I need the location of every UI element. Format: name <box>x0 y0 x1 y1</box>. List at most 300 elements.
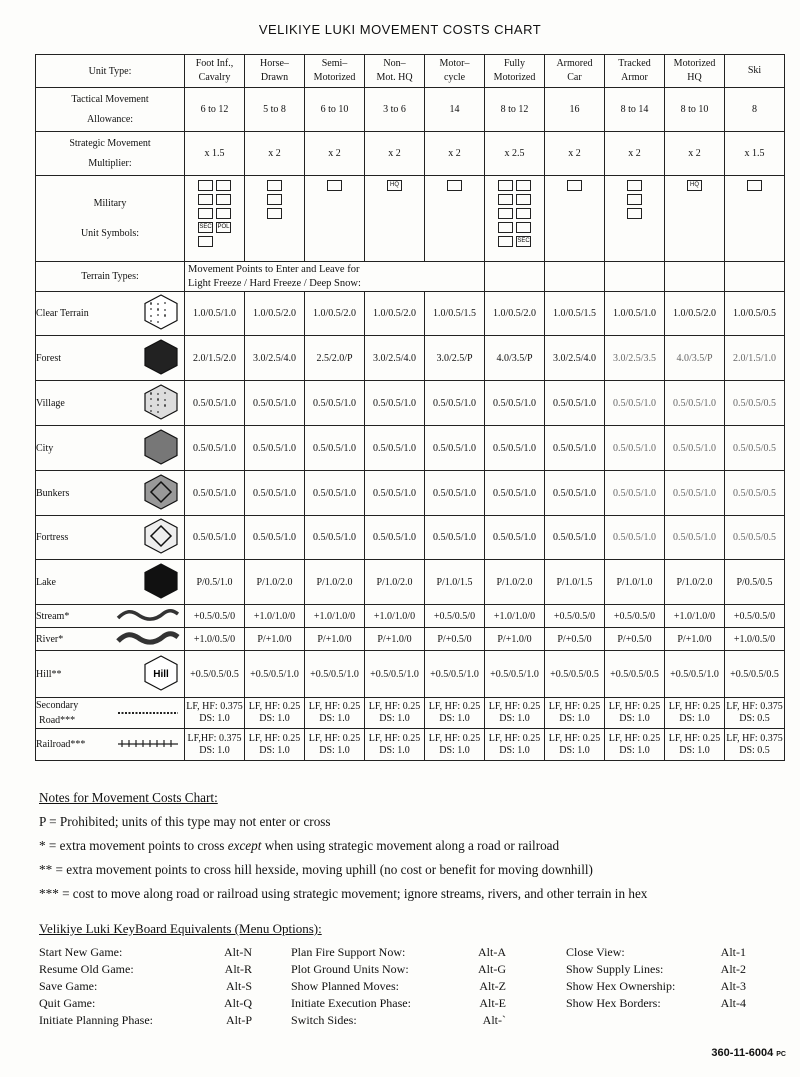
movement-cost-cell: 1.0/0.5/1.5 <box>425 292 485 336</box>
terrain-header-text-line: Movement Points to Enter and Leave for <box>188 263 360 275</box>
road-cost-line: DS: 1.0 <box>619 744 650 756</box>
unit-symbols-grid <box>485 176 544 252</box>
unit-symbol-icon: HQ <box>387 180 402 191</box>
svg-text:Hill: Hill <box>153 668 169 680</box>
key-action: Show Planned Moves: <box>291 979 399 993</box>
terrain-label <box>36 471 185 516</box>
movement-cost-cell: 3.0/2.5/P <box>425 336 485 381</box>
military-label-text <box>36 189 184 249</box>
road-cost-cell <box>485 729 545 761</box>
key-shortcut: Alt-4 <box>720 996 746 1010</box>
unit-symbol-icon: SEC <box>198 222 213 233</box>
movement-cost-cell: +0.5/0.5/1.0 <box>245 651 305 698</box>
key-action: Switch Sides: <box>291 1013 357 1027</box>
terrain-label-wrap <box>36 474 184 513</box>
unit-symbol-icon <box>567 180 582 191</box>
movement-cost-cell: 0.5/0.5/0.5 <box>725 381 785 426</box>
tactical-value: 8 to 10 <box>665 88 725 132</box>
road-cost-line: LF, HF: 0.375 <box>726 701 783 712</box>
key-row <box>39 944 252 961</box>
key-action: Start New Game: <box>39 945 123 959</box>
movement-cost-cell: 0.5/0.5/1.0 <box>605 471 665 516</box>
unit-symbol-icon <box>216 180 231 191</box>
unit-symbol-icon <box>198 236 213 247</box>
road-cost-line: DS: 1.0 <box>679 744 710 756</box>
unit-name <box>185 57 244 85</box>
tactical-label-text-line: Tactical Movement <box>71 93 149 105</box>
road-cost-line: LF, HF: 0.25 <box>368 732 421 744</box>
road-cost-cell <box>185 698 245 729</box>
road-cost-line: LF, HF: 0.25 <box>488 732 541 744</box>
movement-cost-cell: P/1.0/1.0 <box>605 560 665 605</box>
terrain-row <box>36 336 785 381</box>
key-action: Show Hex Borders: <box>566 996 661 1010</box>
empty-cell <box>665 262 725 292</box>
strategic-label-text-line: Strategic Movement <box>69 137 151 149</box>
unit-symbol-icon <box>516 222 531 233</box>
key-row <box>566 961 746 978</box>
note-single-star <box>39 834 789 858</box>
movement-cost-cell: 0.5/0.5/1.0 <box>425 471 485 516</box>
note-triple-star: *** = cost to move along road or railroad using strategic movement; ignore streams, rivers, and other terrain in hex <box>39 886 648 901</box>
road-name-line: Railroad*** <box>36 739 86 750</box>
road-cost-line: LF, HF: 0.25 <box>248 701 301 712</box>
road-cost-line: DS: 1.0 <box>259 713 290 724</box>
empty-cell <box>605 262 665 292</box>
road-label <box>36 729 185 761</box>
terrain-row <box>36 471 785 516</box>
unit-symbol-icon <box>498 208 513 219</box>
unit-type-header <box>365 55 425 88</box>
road-cost-line: DS: 1.0 <box>319 713 350 724</box>
terrain-row <box>36 651 785 698</box>
road-row <box>36 698 785 729</box>
unit-symbols-grid <box>185 176 244 252</box>
unit-symbol-icon <box>627 194 642 205</box>
strategic-value: x 2 <box>605 132 665 176</box>
movement-cost-cell: +1.0/0.5/0 <box>185 628 245 651</box>
unit-type-header <box>305 55 365 88</box>
movement-cost-cell: 4.0/3.5/P <box>665 336 725 381</box>
notes-heading: Notes for Movement Costs Chart: <box>39 790 218 805</box>
movement-cost-cell: 0.5/0.5/1.0 <box>485 426 545 471</box>
key-row <box>291 944 506 961</box>
unit-name <box>665 57 724 85</box>
unit-name-line: Ski <box>747 65 762 76</box>
road-cost-cell <box>365 729 425 761</box>
unit-symbols-grid <box>725 176 784 252</box>
forest-hex-icon <box>142 339 180 378</box>
movement-cost-cell: 0.5/0.5/0.5 <box>725 426 785 471</box>
movement-cost-cell: 0.5/0.5/1.0 <box>605 381 665 426</box>
key-action: Plot Ground Units Now: <box>291 962 409 976</box>
key-shortcut: Alt-3 <box>720 979 746 993</box>
unit-symbol-icon <box>216 194 231 205</box>
tactical-value: 8 to 12 <box>485 88 545 132</box>
unit-type-header <box>665 55 725 88</box>
movement-cost-cell: 1.0/0.5/2.0 <box>665 292 725 336</box>
road-label <box>36 698 185 729</box>
terrain-row <box>36 292 785 336</box>
tactical-value: 3 to 6 <box>365 88 425 132</box>
unit-symbol-icon <box>216 208 231 219</box>
unit-name <box>365 57 424 85</box>
tactical-label-text <box>36 90 184 130</box>
movement-cost-cell: P/+1.0/0 <box>245 628 305 651</box>
unit-symbol-icon <box>198 180 213 191</box>
strategic-value: x 1.5 <box>185 132 245 176</box>
terrain-header-row <box>36 262 785 292</box>
unit-name-line: Motorized <box>313 72 356 83</box>
unit-symbols-cell <box>665 176 725 262</box>
tactical-row <box>36 88 785 132</box>
road-cost-line: DS: 0.5 <box>739 744 770 756</box>
unit-name <box>245 57 304 85</box>
movement-cost-cell: 0.5/0.5/1.0 <box>425 381 485 426</box>
unit-name-line: cycle <box>443 72 466 83</box>
movement-cost-cell: +0.5/0.5/0.5 <box>605 651 665 698</box>
document-code-suffix: PC <box>776 1051 786 1058</box>
unit-symbol-icon <box>198 194 213 205</box>
key-action: Quit Game: <box>39 996 96 1010</box>
movement-cost-cell: 0.5/0.5/1.0 <box>245 426 305 471</box>
strategic-label-text <box>36 134 184 174</box>
movement-cost-cell: +0.5/0.5/1.0 <box>485 651 545 698</box>
terrain-label-wrap <box>36 384 184 423</box>
movement-cost-cell: 0.5/0.5/1.0 <box>245 381 305 426</box>
tactical-value: 6 to 12 <box>185 88 245 132</box>
movement-cost-cell: +0.5/0.5/0 <box>725 605 785 628</box>
terrain-row <box>36 605 785 628</box>
terrain-label <box>36 651 185 698</box>
unit-name-line: Motorized <box>673 58 716 69</box>
key-shortcut: Alt-S <box>225 979 252 993</box>
movement-cost-cell: +0.5/0.5/1.0 <box>665 651 725 698</box>
movement-cost-cell: 0.5/0.5/1.0 <box>305 471 365 516</box>
road-cost-cell <box>425 698 485 729</box>
road-cost-cell <box>245 698 305 729</box>
road-cost-line: DS: 1.0 <box>379 744 410 756</box>
movement-cost-cell: P/1.0/1.5 <box>425 560 485 605</box>
key-shortcut: Alt-P <box>225 1013 252 1027</box>
movement-cost-cell: 0.5/0.5/1.0 <box>665 381 725 426</box>
military-label <box>36 176 185 262</box>
movement-cost-cell: 0.5/0.5/1.0 <box>485 516 545 560</box>
unit-type-header <box>485 55 545 88</box>
unit-type-row <box>36 55 785 88</box>
key-action: Initiate Execution Phase: <box>291 996 411 1010</box>
unit-symbol-icon <box>267 194 282 205</box>
unit-symbol-icon <box>498 194 513 205</box>
note-double-star: ** = extra movement points to cross hill hexside, moving uphill (no cost or benefit for moving downhill) <box>39 862 593 877</box>
strategic-label <box>36 132 185 176</box>
movement-cost-cell: 0.5/0.5/1.0 <box>425 426 485 471</box>
road-cost-line: LF, HF: 0.25 <box>548 732 601 744</box>
military-label-text-line: Military <box>93 197 127 209</box>
key-row <box>39 995 252 1012</box>
key-shortcut: Alt-N <box>224 945 252 959</box>
movement-cost-cell: P/1.0/2.0 <box>665 560 725 605</box>
note-emphasis: except <box>227 838 262 853</box>
road-cost-line: LF, HF: 0.375 <box>726 732 783 744</box>
unit-name-line: Cavalry <box>198 72 231 83</box>
terrain-name: Lake <box>36 576 56 588</box>
unit-symbols-grid <box>305 176 364 252</box>
unit-type-header <box>425 55 485 88</box>
terrain-name: Bunkers <box>36 487 70 499</box>
road-cost-line: LF, HF: 0.25 <box>668 701 721 712</box>
road-cost-line: DS: 1.0 <box>619 713 650 724</box>
railroad-icon <box>116 735 180 754</box>
movement-cost-cell: +0.5/0.5/0.5 <box>545 651 605 698</box>
movement-cost-cell: 3.0/2.5/4.0 <box>365 336 425 381</box>
movement-cost-cell: P/+1.0/0 <box>485 628 545 651</box>
military-label-text-line: Unit Symbols: <box>80 227 140 239</box>
strategic-value: x 2 <box>665 132 725 176</box>
movement-cost-cell: 0.5/0.5/1.0 <box>365 426 425 471</box>
movement-cost-cell: 1.0/0.5/2.0 <box>305 292 365 336</box>
keys-heading: Velikiye Luki KeyBoard Equivalents (Menu Options): <box>39 921 322 936</box>
fortress-hex-icon <box>142 518 180 557</box>
strategic-row <box>36 132 785 176</box>
hill-hex-icon <box>142 655 180 694</box>
unit-symbol-icon <box>198 208 213 219</box>
road-cost-cell <box>305 729 365 761</box>
road-name <box>36 737 85 752</box>
unit-symbol-icon: HQ <box>687 180 702 191</box>
key-action: Show Hex Ownership: <box>566 979 676 993</box>
road-cost-cell <box>425 729 485 761</box>
strategic-value: x 2 <box>245 132 305 176</box>
movement-cost-cell: +1.0/1.0/0 <box>305 605 365 628</box>
key-action: Plan Fire Support Now: <box>291 945 406 959</box>
movement-cost-cell: 0.5/0.5/1.0 <box>665 516 725 560</box>
terrain-row <box>36 426 785 471</box>
unit-name-line: Mot. HQ <box>376 72 413 83</box>
movement-cost-cell: 1.0/0.5/1.0 <box>185 292 245 336</box>
tactical-value: 5 to 8 <box>245 88 305 132</box>
terrain-name: Fortress <box>36 532 69 543</box>
unit-name-line: Armored <box>556 58 593 69</box>
movement-cost-cell: 0.5/0.5/1.0 <box>545 471 605 516</box>
movement-cost-cell: 1.0/0.5/0.5 <box>725 292 785 336</box>
unit-symbol-icon <box>498 180 513 191</box>
strategic-value: x 2 <box>305 132 365 176</box>
key-row <box>39 961 252 978</box>
note-text: * = extra movement points to cross <box>39 838 228 853</box>
movement-cost-cell: +0.5/0.5/0 <box>605 605 665 628</box>
note-prohibited: P = Prohibited; units of this type may not enter or cross <box>39 814 331 829</box>
unit-symbol-icon: POL <box>216 222 231 233</box>
movement-cost-cell: 0.5/0.5/1.0 <box>425 516 485 560</box>
unit-symbol-icon <box>627 180 642 191</box>
unit-symbol-icon <box>516 194 531 205</box>
road-cost-cell <box>245 729 305 761</box>
terrain-label <box>36 426 185 471</box>
unit-symbols-grid <box>545 176 604 252</box>
unit-symbol-icon <box>747 180 762 191</box>
terrain-name: Stream* <box>36 610 70 622</box>
clear-hex-icon <box>142 294 180 333</box>
road-cost-line: LF, HF: 0.25 <box>608 701 661 712</box>
movement-cost-cell: 3.0/2.5/4.0 <box>245 336 305 381</box>
road-cost-cell <box>605 729 665 761</box>
road-cost-line: DS: 1.0 <box>199 744 230 756</box>
tactical-label-text-line: Allowance: <box>86 113 134 125</box>
movement-cost-cell: 0.5/0.5/1.0 <box>605 426 665 471</box>
movement-cost-cell: 1.0/0.5/1.5 <box>545 292 605 336</box>
road-cost-cell <box>185 729 245 761</box>
road-cost-line: LF, HF: 0.25 <box>548 701 601 712</box>
movement-cost-cell: +1.0/0.5/0 <box>725 628 785 651</box>
movement-cost-cell: 1.0/0.5/2.0 <box>365 292 425 336</box>
movement-cost-cell: 0.5/0.5/0.5 <box>725 516 785 560</box>
terrain-name: Clear Terrain <box>36 308 89 319</box>
unit-name-line: Motorized <box>493 72 536 83</box>
movement-cost-cell: +1.0/1.0/0 <box>665 605 725 628</box>
key-row <box>291 978 506 995</box>
terrain-label <box>36 605 185 628</box>
lake-hex-icon <box>142 563 180 602</box>
unit-symbols-cell <box>305 176 365 262</box>
unit-symbol-icon <box>516 208 531 219</box>
road-cost-line: LF,HF: 0.375 <box>187 732 242 744</box>
key-shortcut: Alt-` <box>482 1013 506 1027</box>
movement-cost-cell: +0.5/0.5/1.0 <box>305 651 365 698</box>
bunkers-hex-icon <box>142 474 180 513</box>
key-action: Close View: <box>566 945 625 959</box>
unit-name <box>725 64 784 78</box>
unit-name-line: Tracked <box>618 58 651 69</box>
road-cost-line: LF, HF: 0.25 <box>428 701 481 712</box>
unit-name-line: Armor <box>621 72 648 83</box>
key-action: Resume Old Game: <box>39 962 134 976</box>
road-cost-line: LF, HF: 0.25 <box>428 732 481 744</box>
movement-cost-cell: P/+0.5/0 <box>605 628 665 651</box>
document-code-number: 360-11-6004 <box>711 1047 774 1059</box>
movement-cost-cell: 0.5/0.5/1.0 <box>365 516 425 560</box>
unit-name-line: Motor– <box>439 58 470 69</box>
movement-cost-cell: 0.5/0.5/1.0 <box>185 426 245 471</box>
movement-cost-cell: 0.5/0.5/1.0 <box>305 426 365 471</box>
terrain-label-wrap <box>36 608 184 625</box>
terrain-label <box>36 292 185 336</box>
symbols-row <box>36 176 785 262</box>
movement-cost-cell: P/0.5/1.0 <box>185 560 245 605</box>
movement-cost-cell: 2.0/1.5/2.0 <box>185 336 245 381</box>
key-action: Show Supply Lines: <box>566 962 664 976</box>
key-action: Initiate Planning Phase: <box>39 1013 153 1027</box>
unit-name <box>605 57 664 85</box>
key-row <box>39 978 252 995</box>
unit-symbol-icon <box>627 208 642 219</box>
movement-cost-cell: 0.5/0.5/1.0 <box>605 516 665 560</box>
stream-icon <box>116 608 180 625</box>
road-cost-line: DS: 1.0 <box>379 713 410 724</box>
unit-type-header <box>725 55 785 88</box>
unit-name-line: Semi– <box>321 58 348 69</box>
unit-name <box>545 57 604 85</box>
unit-symbols-cell <box>365 176 425 262</box>
road-cost-line: DS: 1.0 <box>559 713 590 724</box>
road-cost-cell <box>725 698 785 729</box>
terrain-label-wrap <box>36 563 184 602</box>
unit-symbol-icon <box>498 222 513 233</box>
movement-cost-cell: +0.5/0.5/0 <box>425 605 485 628</box>
movement-cost-cell: 0.5/0.5/1.0 <box>245 471 305 516</box>
unit-symbol-icon <box>498 236 513 247</box>
road-cost-cell <box>305 698 365 729</box>
key-shortcut: Alt-G <box>478 962 506 976</box>
terrain-row <box>36 381 785 426</box>
unit-symbol-icon <box>267 180 282 191</box>
movement-cost-cell: 4.0/3.5/P <box>485 336 545 381</box>
river-icon <box>116 631 180 648</box>
road-cost-line: DS: 1.0 <box>199 713 230 724</box>
movement-cost-cell: P/+1.0/0 <box>665 628 725 651</box>
strategic-value: x 2 <box>425 132 485 176</box>
movement-cost-cell: 0.5/0.5/1.0 <box>185 471 245 516</box>
unit-name-line: Non– <box>383 58 406 69</box>
movement-cost-cell: P/1.0/1.5 <box>545 560 605 605</box>
terrain-header <box>185 262 485 292</box>
movement-cost-cell: P/1.0/2.0 <box>245 560 305 605</box>
terrain-row <box>36 628 785 651</box>
road-cost-line: LF, HF: 0.25 <box>308 701 361 712</box>
road-cost-line: DS: 1.0 <box>679 713 710 724</box>
key-shortcut: Alt-A <box>478 945 506 959</box>
movement-cost-cell: 0.5/0.5/1.0 <box>545 426 605 471</box>
unit-symbol-icon <box>267 208 282 219</box>
movement-cost-cell: +1.0/1.0/0 <box>485 605 545 628</box>
key-row <box>291 961 506 978</box>
dashed-road-icon <box>116 704 180 723</box>
road-cost-cell <box>605 698 665 729</box>
terrain-header-text <box>188 263 484 291</box>
movement-cost-cell: 0.5/0.5/1.0 <box>485 381 545 426</box>
movement-costs-table <box>35 54 785 761</box>
strategic-value: x 2.5 <box>485 132 545 176</box>
note-text: when using strategic movement along a road or railroad <box>261 838 560 853</box>
road-cost-line: LF, HF: 0.25 <box>248 732 301 744</box>
key-row <box>291 1012 506 1029</box>
movement-cost-cell: 2.5/2.0/P <box>305 336 365 381</box>
strategic-value: x 1.5 <box>725 132 785 176</box>
unit-type-label: Unit Type: <box>36 55 185 88</box>
movement-cost-cell: 1.0/0.5/2.0 <box>485 292 545 336</box>
road-cost-line: LF, HF: 0.25 <box>308 732 361 744</box>
terrain-label-wrap <box>36 294 184 333</box>
movement-cost-cell: 1.0/0.5/1.0 <box>605 292 665 336</box>
movement-cost-cell: P/+1.0/0 <box>305 628 365 651</box>
key-row <box>566 995 746 1012</box>
terrain-label <box>36 381 185 426</box>
page-title: VELIKIYE LUKI MOVEMENT COSTS CHART <box>258 22 542 37</box>
movement-cost-cell: P/+0.5/0 <box>425 628 485 651</box>
movement-cost-cell: 0.5/0.5/1.0 <box>305 516 365 560</box>
road-name-line: Road*** <box>39 715 76 726</box>
movement-cost-cell: P/1.0/2.0 <box>485 560 545 605</box>
unit-symbol-icon <box>447 180 462 191</box>
unit-name-line: Drawn <box>260 72 289 83</box>
road-cost-line: DS: 1.0 <box>559 744 590 756</box>
unit-name-line: Fully <box>503 58 526 69</box>
movement-cost-cell: +0.5/0.5/1.0 <box>425 651 485 698</box>
road-cost-cell <box>665 729 725 761</box>
key-action: Save Game: <box>39 979 98 993</box>
unit-symbols-cell <box>185 176 245 262</box>
keys-column-1 <box>39 944 252 1029</box>
